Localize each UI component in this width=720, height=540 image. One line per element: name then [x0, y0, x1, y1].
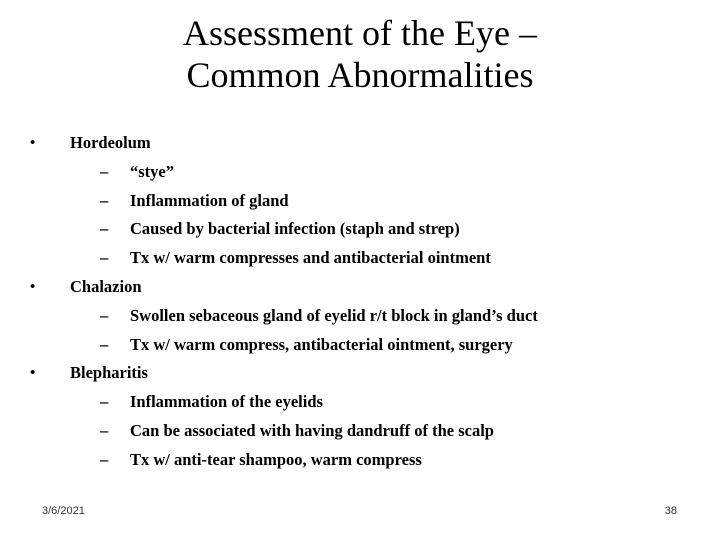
sub-bullet-item — [0, 215, 720, 244]
bullet-item-hordeolum — [0, 129, 720, 158]
bullet-marker: • — [30, 135, 36, 151]
sub-bullet-item — [0, 302, 720, 331]
sub-bullet-marker: – — [100, 161, 109, 181]
footer-page-number: 38 — [664, 505, 677, 517]
sub-bullet-marker: – — [100, 420, 109, 440]
bullet-marker: • — [30, 278, 36, 295]
bullet-item-chalazion — [0, 273, 720, 302]
sub-bullet-item — [0, 388, 720, 417]
sub-bullet-text: Tx w/ warm compress, antibacterial ointment, surgery — [130, 334, 513, 354]
footer-date: 3/6/2021 — [42, 505, 85, 517]
bullet-marker: • — [30, 365, 36, 382]
sub-bullet-marker: – — [100, 392, 109, 412]
sub-bullet-item — [0, 244, 720, 273]
sub-bullet-text: Swollen sebaceous gland of eyelid r/t block in gland’s duct — [130, 305, 538, 325]
sub-bullet-item — [0, 446, 720, 475]
sub-bullet-marker: – — [100, 305, 109, 325]
sub-bullet-marker: – — [100, 334, 109, 354]
sub-bullet-text: Inflammation of the eyelids — [130, 392, 323, 412]
slide-title-line-2: Common Abnormalities — [186, 55, 534, 95]
sub-bullet-item — [0, 417, 720, 446]
sub-bullet-text: Tx w/ warm compresses and antibacterial ointment — [130, 248, 491, 268]
bullet-item-blepharitis — [0, 359, 720, 388]
bullet-label: Hordeolum — [70, 133, 151, 152]
sub-bullet-text: Can be associated with having dandruff of the scalp — [130, 420, 494, 440]
sub-bullet-text: Tx w/ anti-tear shampoo, warm compress — [130, 449, 422, 469]
bullet-label: Blepharitis — [70, 363, 148, 383]
bullet-list — [0, 129, 720, 475]
sub-bullet-marker: – — [100, 190, 109, 210]
sub-bullet-marker: – — [100, 449, 109, 469]
sub-bullet-text: Inflammation of gland — [130, 190, 289, 210]
sub-bullet-item — [0, 331, 720, 360]
sub-bullet-item — [0, 187, 720, 216]
sub-bullet-text: “stye” — [130, 161, 174, 181]
sub-bullet-item — [0, 158, 720, 187]
slide-title-line-1: Assessment of the Eye – — [183, 13, 537, 53]
bullet-label: Chalazion — [70, 276, 142, 296]
slide-title — [110, 12, 610, 96]
sub-bullet-text: Caused by bacterial infection (staph and strep) — [130, 219, 460, 239]
sub-bullet-marker: – — [100, 219, 109, 239]
sub-bullet-marker: – — [100, 248, 109, 268]
